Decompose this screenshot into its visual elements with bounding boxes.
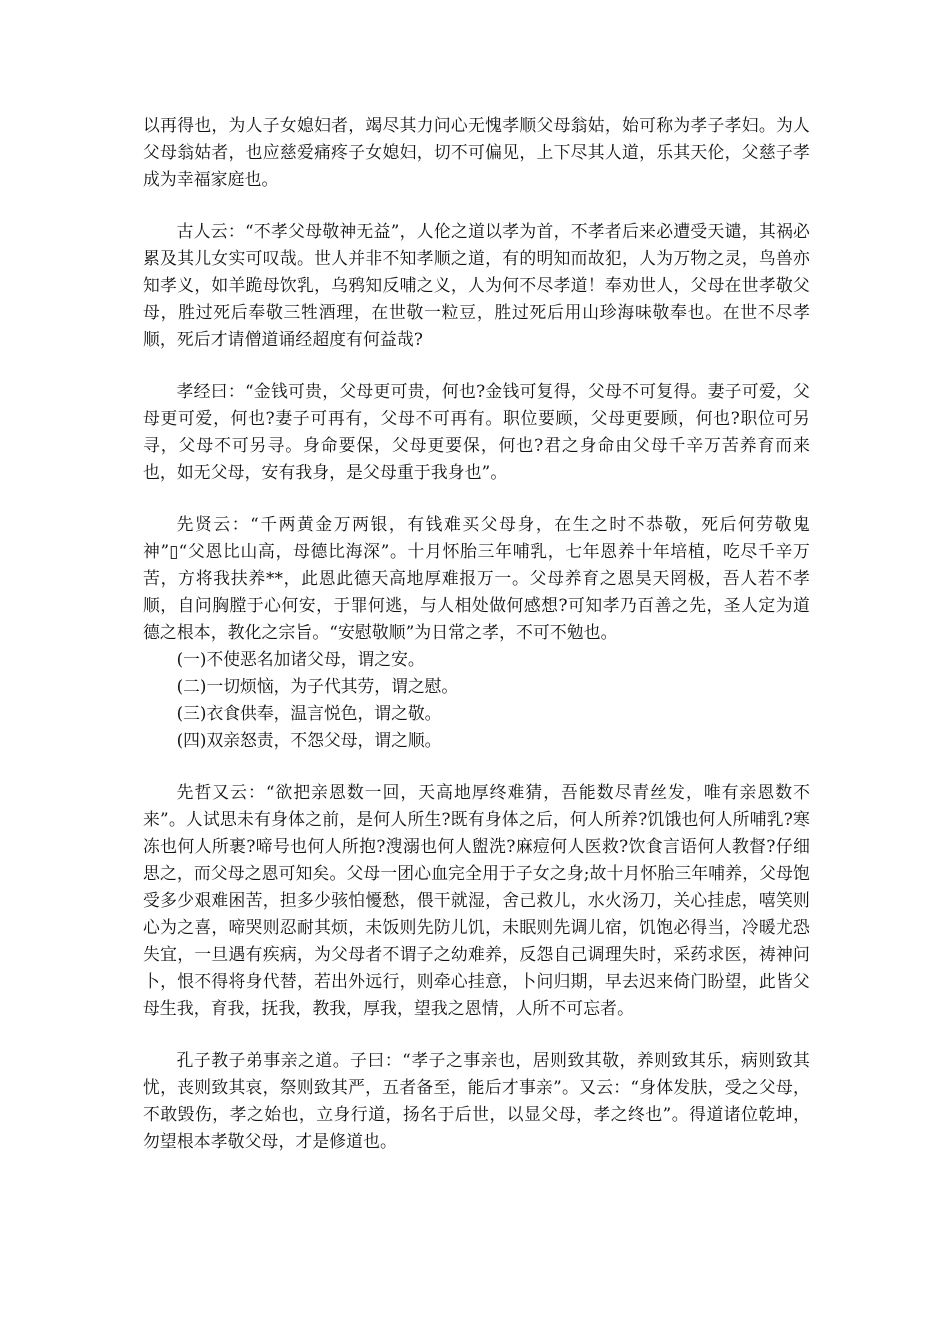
- list-item-shun: (四)双亲怒责，不怨父母，谓之顺。: [176, 730, 442, 750]
- list-item-wei: (二)一切烦恼，为子代其劳，谓之慰。: [176, 676, 459, 696]
- paragraph-philosophers-say: 先哲又云：“欲把亲恩数一回，天高地厚终难猜，吾能数尽青丝发，唯有亲恩数不来”。人试思未有身体之前，是何人所生?既有身体之后，何人所养?饥饿也何人所哺乳?寒冻也何人所裹?啼号也何人所抱?溲溺也何人盥洗?麻痘何人医救?饮食言语何人教督?仔细思之，而父母之恩可知矣。父母一团心血完全用于子女之身;故十月怀胎三年哺养，父母饱受多少艰难困苦，担多少骇怕懮愁，偎干就湿，舍己救儿，水火汤刀，关心挂虑，嘻笑则心为之喜，啼哭则忍耐其烦，未饭则先防儿饥，未眠则先调儿宿，饥饱必得当，冷暖尤恐失宜，一旦遇有疾病，为父母者不谓子之幼难养，反怨自己调理失时，采药求医，祷神问卜，恨不得将身代替，若出外远行，则牵心挂意，卜问归期，早去迟来倚门盼望，此皆父母生我，育我，抚我，教我，厚我，望我之恩情，人所不可忘者。: [143, 782, 810, 1018]
- paragraph-classic-of-filial-piety: 孝经曰：“金钱可贵，父母更可贵，何也?金钱可复得，父母不可复得。妻子可爱，父母更可爱，何也?妻子可再有，父母不可再有。职位要顾，父母更要顾，何也?职位可另寻，父母不可另寻。身命要保，父母更要保，何也?君之身命由父母千辛万苦养育而来也，如无父母，安有我身，是父母重于我身也”。: [143, 381, 810, 482]
- paragraph-opening: 以再得也，为人子女媳妇者，竭尽其力问心无愧孝顺父母翁姑，始可称为孝子孝妇。为人父母翁姑者，也应慈爱痛疼子女媳妇，切不可偏见，上下尽其人道，乐其天伦，父慈子孝成为幸福家庭也。: [143, 115, 810, 189]
- list-item-an: (一)不使恶名加诸父母，谓之安。: [176, 649, 425, 669]
- paragraph-sages-say: 先贤云：“千两黄金万两银，有钱难买父母身，在生之时不恭敬，死后何劳敬鬼神”▯“父恩比山高，母德比海深”。十月怀胎三年哺乳，七年恩养十年培植，吃尽千辛万苦，方将我扶养**，此恩此德天高地厚难报万一。父母养育之恩昊天罔极，吾人若不孝顺，自问胸膛于心何安，于罪何逃，与人相处做何感想?可知孝乃百善之先，圣人定为道德之根本，教化之宗旨。“安慰敬顺”为日常之孝，不可不勉也。: [143, 514, 810, 642]
- list-item-jing: (三)衣食供奉，温言悦色，谓之敬。: [176, 703, 442, 723]
- paragraph-confucius: 孔子教子弟事亲之道。子曰：“孝子之事亲也，居则致其敬，养则致其乐，病则致其忧，丧则致其哀，祭则致其严，五者备至，能后才事亲”。又云：“身体发肤，受之父母，不敢毁伤，孝之始也，立身行道，扬名于后世，以显父母，孝之终也”。得道诸位乾坤，勿望根本孝敬父母，才是修道也。: [143, 1050, 810, 1151]
- paragraph-ancients-say: 古人云：“不孝父母敬神无益”，人伦之道以孝为首，不孝者后来必遭受天谴，其祸必累及其儿女实可叹哉。世人并非不知孝顺之道，有的明知而故犯，人为万物之灵，鸟兽亦知孝义，如羊跪母饮乳，乌鸦知反哺之义，人为何不尽孝道！奉劝世人，父母在世孝敬父母，胜过死后奉敬三牲酒理，在世敬一粒豆，胜过死后用山珍海味敬奉也。在世不尽孝顺，死后才请僧道诵经超度有何益哉?: [143, 221, 810, 349]
